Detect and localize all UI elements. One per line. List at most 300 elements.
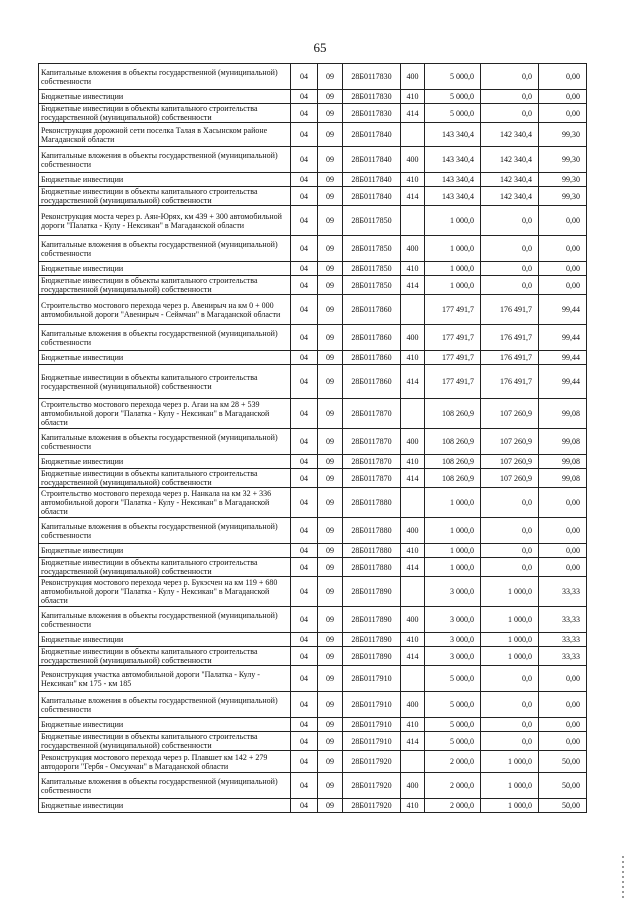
planned-amount: 3 000,0: [425, 577, 481, 607]
section-code: 04: [291, 236, 318, 262]
planned-amount: 1 000,0: [425, 558, 481, 577]
planned-amount: 5 000,0: [425, 104, 481, 123]
execution-percent: 0,00: [539, 488, 587, 518]
execution-percent: 33,33: [539, 647, 587, 666]
expense-type-code: 400: [401, 518, 425, 544]
executed-amount: 0,0: [481, 64, 539, 90]
execution-percent: 50,00: [539, 751, 587, 773]
expense-type-code: 400: [401, 692, 425, 718]
expense-type-code: 400: [401, 147, 425, 173]
planned-amount: 1 000,0: [425, 236, 481, 262]
expense-type-code: 414: [401, 647, 425, 666]
section-code: 04: [291, 262, 318, 276]
row-name: Бюджетные инвестиции в объекты капитального строительства государственной (муниципальной) собственности: [39, 104, 291, 123]
table-row: [39, 173, 587, 187]
table-row: [39, 90, 587, 104]
expense-type-code: 400: [401, 64, 425, 90]
table-row: [39, 276, 587, 295]
execution-percent: 99,44: [539, 351, 587, 365]
execution-percent: 0,00: [539, 518, 587, 544]
execution-percent: 33,33: [539, 633, 587, 647]
row-name: Бюджетные инвестиции: [39, 718, 291, 732]
subsection-code: 09: [318, 399, 343, 429]
expense-type-code: [401, 577, 425, 607]
execution-percent: 99,30: [539, 173, 587, 187]
planned-amount: 5 000,0: [425, 64, 481, 90]
section-code: 04: [291, 607, 318, 633]
execution-percent: 99,44: [539, 365, 587, 399]
planned-amount: 5 000,0: [425, 732, 481, 751]
target-article-code: 28Б0117860: [343, 325, 401, 351]
executed-amount: 0,0: [481, 666, 539, 692]
subsection-code: 09: [318, 455, 343, 469]
expense-type-code: 410: [401, 633, 425, 647]
section-code: 04: [291, 718, 318, 732]
target-article-code: 28Б0117890: [343, 647, 401, 666]
row-name: Реконструкция дорожной сети поселка Талая в Хасынском районе Магаданской области: [39, 123, 291, 147]
subsection-code: 09: [318, 365, 343, 399]
executed-amount: 0,0: [481, 544, 539, 558]
execution-percent: 33,33: [539, 577, 587, 607]
target-article-code: 28Б0117830: [343, 64, 401, 90]
subsection-code: 09: [318, 666, 343, 692]
execution-percent: 99,30: [539, 123, 587, 147]
planned-amount: 177 491,7: [425, 351, 481, 365]
table-row: [39, 399, 587, 429]
table-row: [39, 295, 587, 325]
expense-type-code: [401, 295, 425, 325]
table-row: [39, 469, 587, 488]
target-article-code: 28Б0117890: [343, 607, 401, 633]
subsection-code: 09: [318, 718, 343, 732]
target-article-code: 28Б0117830: [343, 90, 401, 104]
row-name: Бюджетные инвестиции: [39, 633, 291, 647]
executed-amount: 0,0: [481, 732, 539, 751]
subsection-code: 09: [318, 732, 343, 751]
execution-percent: 33,33: [539, 607, 587, 633]
execution-percent: 0,00: [539, 732, 587, 751]
planned-amount: 1 000,0: [425, 544, 481, 558]
execution-percent: 0,00: [539, 558, 587, 577]
executed-amount: 0,0: [481, 276, 539, 295]
expense-type-code: 414: [401, 469, 425, 488]
page-number: 65: [313, 40, 327, 55]
target-article-code: 28Б0117870: [343, 469, 401, 488]
subsection-code: 09: [318, 558, 343, 577]
section-code: 04: [291, 173, 318, 187]
executed-amount: 0,0: [481, 692, 539, 718]
row-name: Реконструкция мостового перехода через р. Плавшет км 142 + 279 автодороги "Гербя - Омсукчан" в Магаданской области: [39, 751, 291, 773]
table-row: [39, 488, 587, 518]
execution-percent: 0,00: [539, 90, 587, 104]
table-row: [39, 718, 587, 732]
row-name: Бюджетные инвестиции в объекты капитального строительства государственной (муниципальной) собственности: [39, 732, 291, 751]
expense-type-code: 414: [401, 104, 425, 123]
planned-amount: 1 000,0: [425, 206, 481, 236]
subsection-code: 09: [318, 295, 343, 325]
section-code: 04: [291, 469, 318, 488]
section-code: 04: [291, 666, 318, 692]
target-article-code: 28Б0117860: [343, 295, 401, 325]
section-code: 04: [291, 544, 318, 558]
subsection-code: 09: [318, 123, 343, 147]
planned-amount: 108 260,9: [425, 399, 481, 429]
table-row: [39, 518, 587, 544]
table-row: [39, 351, 587, 365]
planned-amount: 1 000,0: [425, 262, 481, 276]
execution-percent: 0,00: [539, 718, 587, 732]
executed-amount: 107 260,9: [481, 429, 539, 455]
executed-amount: 176 491,7: [481, 325, 539, 351]
row-name: Реконструкция мостового перехода через р. Букэсчен на км 119 + 680 автомобильной дороги "Палатка - Кулу - Нексикан" в Магаданской области: [39, 577, 291, 607]
execution-percent: 0,00: [539, 104, 587, 123]
target-article-code: 28Б0117920: [343, 799, 401, 813]
executed-amount: 176 491,7: [481, 295, 539, 325]
table-row: [39, 666, 587, 692]
expense-type-code: 410: [401, 544, 425, 558]
section-code: 04: [291, 351, 318, 365]
section-code: 04: [291, 773, 318, 799]
subsection-code: 09: [318, 104, 343, 123]
table-row: [39, 799, 587, 813]
subsection-code: 09: [318, 187, 343, 206]
subsection-code: 09: [318, 488, 343, 518]
scan-edge-mark: [622, 856, 624, 898]
table-row: [39, 773, 587, 799]
execution-percent: 0,00: [539, 206, 587, 236]
table-row: [39, 123, 587, 147]
budget-table: [38, 63, 587, 813]
executed-amount: 0,0: [481, 236, 539, 262]
expense-type-code: 400: [401, 429, 425, 455]
subsection-code: 09: [318, 607, 343, 633]
planned-amount: 108 260,9: [425, 455, 481, 469]
row-name: Бюджетные инвестиции в объекты капитального строительства государственной (муниципальной) собственности: [39, 469, 291, 488]
subsection-code: 09: [318, 429, 343, 455]
target-article-code: 28Б0117880: [343, 518, 401, 544]
table-row: [39, 206, 587, 236]
execution-percent: 99,08: [539, 429, 587, 455]
row-name: Капитальные вложения в объекты государственной (муниципальной) собственности: [39, 147, 291, 173]
target-article-code: 28Б0117870: [343, 455, 401, 469]
row-name: Бюджетные инвестиции в объекты капитального строительства государственной (муниципальной) собственности: [39, 558, 291, 577]
target-article-code: 28Б0117840: [343, 147, 401, 173]
subsection-code: 09: [318, 64, 343, 90]
expense-type-code: 410: [401, 173, 425, 187]
executed-amount: 1 000,0: [481, 799, 539, 813]
target-article-code: 28Б0117890: [343, 577, 401, 607]
table-row: [39, 647, 587, 666]
execution-percent: 0,00: [539, 64, 587, 90]
row-name: Бюджетные инвестиции: [39, 90, 291, 104]
row-name: Бюджетные инвестиции: [39, 173, 291, 187]
executed-amount: 0,0: [481, 90, 539, 104]
expense-type-code: 410: [401, 262, 425, 276]
executed-amount: 1 000,0: [481, 773, 539, 799]
section-code: 04: [291, 488, 318, 518]
subsection-code: 09: [318, 577, 343, 607]
table-row: [39, 262, 587, 276]
table-row: [39, 236, 587, 262]
target-article-code: 28Б0117850: [343, 276, 401, 295]
expense-type-code: 400: [401, 773, 425, 799]
table-row: [39, 607, 587, 633]
planned-amount: 3 000,0: [425, 647, 481, 666]
executed-amount: 142 340,4: [481, 123, 539, 147]
row-name: Капитальные вложения в объекты государственной (муниципальной) собственности: [39, 607, 291, 633]
target-article-code: 28Б0117890: [343, 633, 401, 647]
table-row: [39, 147, 587, 173]
row-name: Бюджетные инвестиции: [39, 262, 291, 276]
executed-amount: 142 340,4: [481, 173, 539, 187]
table-row: [39, 365, 587, 399]
target-article-code: 28Б0117850: [343, 262, 401, 276]
planned-amount: 3 000,0: [425, 607, 481, 633]
section-code: 04: [291, 104, 318, 123]
row-name: Капитальные вложения в объекты государственной (муниципальной) собственности: [39, 518, 291, 544]
executed-amount: 0,0: [481, 104, 539, 123]
planned-amount: 5 000,0: [425, 90, 481, 104]
target-article-code: 28Б0117860: [343, 365, 401, 399]
subsection-code: 09: [318, 799, 343, 813]
target-article-code: 28Б0117910: [343, 718, 401, 732]
planned-amount: 2 000,0: [425, 773, 481, 799]
target-article-code: 28Б0117910: [343, 732, 401, 751]
section-code: 04: [291, 647, 318, 666]
planned-amount: 2 000,0: [425, 799, 481, 813]
section-code: 04: [291, 455, 318, 469]
execution-percent: 0,00: [539, 262, 587, 276]
table-row: [39, 751, 587, 773]
execution-percent: 0,00: [539, 276, 587, 295]
subsection-code: 09: [318, 276, 343, 295]
expense-type-code: 414: [401, 365, 425, 399]
executed-amount: 1 000,0: [481, 647, 539, 666]
execution-percent: 50,00: [539, 773, 587, 799]
expense-type-code: [401, 206, 425, 236]
subsection-code: 09: [318, 647, 343, 666]
target-article-code: 28Б0117870: [343, 399, 401, 429]
section-code: 04: [291, 751, 318, 773]
row-name: Реконструкция участка автомобильной дороги "Палатка - Кулу - Нексикан" км 175 - км 185: [39, 666, 291, 692]
subsection-code: 09: [318, 518, 343, 544]
section-code: 04: [291, 147, 318, 173]
planned-amount: 143 340,4: [425, 173, 481, 187]
execution-percent: 0,00: [539, 692, 587, 718]
executed-amount: 0,0: [481, 262, 539, 276]
row-name: Реконструкция моста через р. Аян-Юрях, км 439 + 300 автомобильной дороги "Палатка - Кулу - Нексикан" в Магаданской области: [39, 206, 291, 236]
subsection-code: 09: [318, 262, 343, 276]
planned-amount: 143 340,4: [425, 123, 481, 147]
expense-type-code: [401, 666, 425, 692]
row-name: Капитальные вложения в объекты государственной (муниципальной) собственности: [39, 64, 291, 90]
target-article-code: 28Б0117840: [343, 173, 401, 187]
subsection-code: 09: [318, 773, 343, 799]
row-name: Бюджетные инвестиции: [39, 455, 291, 469]
planned-amount: 143 340,4: [425, 187, 481, 206]
section-code: 04: [291, 558, 318, 577]
row-name: Бюджетные инвестиции: [39, 351, 291, 365]
planned-amount: 1 000,0: [425, 488, 481, 518]
planned-amount: 1 000,0: [425, 276, 481, 295]
execution-percent: 0,00: [539, 544, 587, 558]
row-name: Капитальные вложения в объекты государственной (муниципальной) собственности: [39, 429, 291, 455]
expense-type-code: [401, 488, 425, 518]
row-name: Бюджетные инвестиции: [39, 799, 291, 813]
table-row: [39, 544, 587, 558]
target-article-code: 28Б0117870: [343, 429, 401, 455]
target-article-code: 28Б0117920: [343, 773, 401, 799]
section-code: 04: [291, 732, 318, 751]
row-name: Бюджетные инвестиции в объекты капитального строительства государственной (муниципальной) собственности: [39, 647, 291, 666]
section-code: 04: [291, 633, 318, 647]
section-code: 04: [291, 187, 318, 206]
expense-type-code: 410: [401, 351, 425, 365]
planned-amount: 3 000,0: [425, 633, 481, 647]
row-name: Бюджетные инвестиции в объекты капитального строительства государственной (муниципальной) собственности: [39, 187, 291, 206]
table-row: [39, 187, 587, 206]
row-name: Строительство мостового перехода через р. Авенирыч на км 0 + 000 автомобильной дороги "Авенирыч - Сеймчан" в Магаданской области: [39, 295, 291, 325]
row-name: Бюджетные инвестиции: [39, 544, 291, 558]
executed-amount: 176 491,7: [481, 365, 539, 399]
expense-type-code: [401, 399, 425, 429]
executed-amount: 1 000,0: [481, 633, 539, 647]
section-code: 04: [291, 399, 318, 429]
subsection-code: 09: [318, 692, 343, 718]
subsection-code: 09: [318, 173, 343, 187]
executed-amount: 0,0: [481, 558, 539, 577]
expense-type-code: 410: [401, 90, 425, 104]
subsection-code: 09: [318, 236, 343, 262]
table-row: [39, 732, 587, 751]
executed-amount: 1 000,0: [481, 607, 539, 633]
section-code: 04: [291, 692, 318, 718]
target-article-code: 28Б0117830: [343, 104, 401, 123]
section-code: 04: [291, 123, 318, 147]
planned-amount: 5 000,0: [425, 666, 481, 692]
execution-percent: 99,44: [539, 295, 587, 325]
section-code: 04: [291, 325, 318, 351]
execution-percent: 0,00: [539, 666, 587, 692]
planned-amount: 143 340,4: [425, 147, 481, 173]
expense-type-code: 414: [401, 558, 425, 577]
row-name: Капитальные вложения в объекты государственной (муниципальной) собственности: [39, 236, 291, 262]
execution-percent: 99,44: [539, 325, 587, 351]
section-code: 04: [291, 365, 318, 399]
expense-type-code: 400: [401, 236, 425, 262]
executed-amount: 107 260,9: [481, 469, 539, 488]
target-article-code: 28Б0117880: [343, 544, 401, 558]
table-row: [39, 455, 587, 469]
table-row: [39, 104, 587, 123]
target-article-code: 28Б0117880: [343, 488, 401, 518]
execution-percent: 99,08: [539, 455, 587, 469]
execution-percent: 99,08: [539, 399, 587, 429]
executed-amount: 1 000,0: [481, 577, 539, 607]
subsection-code: 09: [318, 469, 343, 488]
executed-amount: 1 000,0: [481, 751, 539, 773]
section-code: 04: [291, 429, 318, 455]
planned-amount: 177 491,7: [425, 295, 481, 325]
row-name: Строительство мостового перехода через р. Агаи на км 28 + 539 автомобильной дороги "Палатка - Кулу - Нексикан" в Магаданской области: [39, 399, 291, 429]
expense-type-code: 414: [401, 732, 425, 751]
target-article-code: 28Б0117880: [343, 558, 401, 577]
target-article-code: 28Б0117850: [343, 236, 401, 262]
table-row: [39, 633, 587, 647]
row-name: Бюджетные инвестиции в объекты капитального строительства государственной (муниципальной) собственности: [39, 365, 291, 399]
expense-type-code: 400: [401, 325, 425, 351]
executed-amount: 142 340,4: [481, 147, 539, 173]
execution-percent: 50,00: [539, 799, 587, 813]
expense-type-code: [401, 123, 425, 147]
target-article-code: 28Б0117850: [343, 206, 401, 236]
table-body: [39, 64, 587, 813]
target-article-code: 28Б0117860: [343, 351, 401, 365]
executed-amount: 142 340,4: [481, 187, 539, 206]
target-article-code: 28Б0117910: [343, 666, 401, 692]
executed-amount: 0,0: [481, 488, 539, 518]
executed-amount: 107 260,9: [481, 399, 539, 429]
target-article-code: 28Б0117840: [343, 123, 401, 147]
executed-amount: 176 491,7: [481, 351, 539, 365]
row-name: Капитальные вложения в объекты государственной (муниципальной) собственности: [39, 325, 291, 351]
planned-amount: 2 000,0: [425, 751, 481, 773]
expense-type-code: 410: [401, 718, 425, 732]
table-row: [39, 64, 587, 90]
expense-type-code: [401, 751, 425, 773]
planned-amount: 5 000,0: [425, 718, 481, 732]
planned-amount: 177 491,7: [425, 325, 481, 351]
row-name: Капитальные вложения в объекты государственной (муниципальной) собственности: [39, 773, 291, 799]
planned-amount: 5 000,0: [425, 692, 481, 718]
execution-percent: 99,08: [539, 469, 587, 488]
table-row: [39, 577, 587, 607]
section-code: 04: [291, 64, 318, 90]
expense-type-code: 414: [401, 187, 425, 206]
execution-percent: 99,30: [539, 187, 587, 206]
expense-type-code: 410: [401, 799, 425, 813]
section-code: 04: [291, 206, 318, 236]
table-row: [39, 429, 587, 455]
subsection-code: 09: [318, 544, 343, 558]
executed-amount: 0,0: [481, 718, 539, 732]
row-name: Строительство мостового перехода через р. Нанкала на км 32 + 336 автомобильной дороги "Палатка - Кулу - Нексикан" в Магаданской области: [39, 488, 291, 518]
executed-amount: 107 260,9: [481, 455, 539, 469]
section-code: 04: [291, 577, 318, 607]
target-article-code: 28Б0117840: [343, 187, 401, 206]
table-row: [39, 325, 587, 351]
table-row: [39, 692, 587, 718]
row-name: Капитальные вложения в объекты государственной (муниципальной) собственности: [39, 692, 291, 718]
subsection-code: 09: [318, 325, 343, 351]
subsection-code: 09: [318, 206, 343, 236]
expense-type-code: 400: [401, 607, 425, 633]
section-code: 04: [291, 295, 318, 325]
subsection-code: 09: [318, 751, 343, 773]
target-article-code: 28Б0117920: [343, 751, 401, 773]
subsection-code: 09: [318, 90, 343, 104]
executed-amount: 0,0: [481, 206, 539, 236]
execution-percent: 0,00: [539, 236, 587, 262]
planned-amount: 108 260,9: [425, 429, 481, 455]
section-code: 04: [291, 90, 318, 104]
subsection-code: 09: [318, 147, 343, 173]
planned-amount: 177 491,7: [425, 365, 481, 399]
target-article-code: 28Б0117910: [343, 692, 401, 718]
section-code: 04: [291, 276, 318, 295]
execution-percent: 99,30: [539, 147, 587, 173]
expense-type-code: 414: [401, 276, 425, 295]
